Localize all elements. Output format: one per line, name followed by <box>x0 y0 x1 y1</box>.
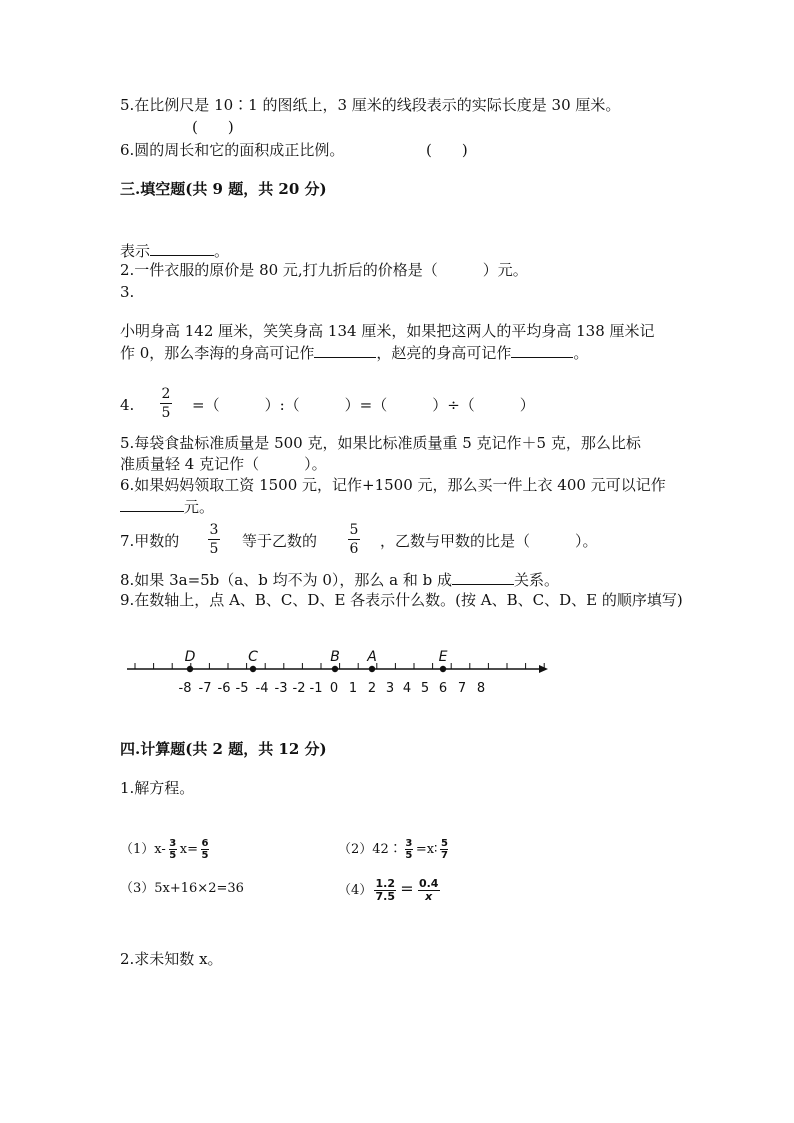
fill-q3-text-a: 作 0，那么李海的身高可记作 <box>120 344 315 362</box>
number-line-tick-label: 0 <box>329 681 339 696</box>
number-line <box>127 649 548 696</box>
equation-4-part-a: （4） <box>338 883 373 898</box>
fill-q5-line1: 5.每袋食盐标准质量是 500 克，如果比标准质量重 5 克记作＋5 克，那么比标 <box>120 434 641 452</box>
equation-1-part-b: x= <box>179 842 199 857</box>
fill-q6-suffix: 元。 <box>184 498 215 516</box>
equation-2-fraction-2: $\frac{5}{7}$ <box>440 838 448 861</box>
number-line-arrow <box>539 665 548 673</box>
number-line-point-label: A <box>367 649 377 665</box>
fill-q8-suffix: 关系。 <box>514 571 560 589</box>
fill-q8-prefix: 8.如果 3a=5b（a、b 均不为 0），那么 a 和 b 成 <box>120 571 453 589</box>
judge-q5-answer-paren[interactable]: ( ) <box>192 118 234 136</box>
number-line-tick-label: 2 <box>367 681 377 696</box>
fill-q1-prefix: 表示 <box>120 242 151 260</box>
equation-2-fraction-1: $\frac{3}{5}$ <box>405 838 413 861</box>
section3-title: 三.填空题(共 9 题，共 20 分) <box>120 180 327 198</box>
fill-q9-text: 9.在数轴上，点 A、B、C、D、E 各表示什么数。(按 A、B、C、D、E 的顺序填写) <box>120 591 683 609</box>
number-line-tick-label: -3 <box>274 681 288 696</box>
number-line-tick-label: 7 <box>457 681 467 696</box>
number-line-tick-label: 8 <box>476 681 486 696</box>
judge-q6-answer-paren[interactable]: ( ) <box>426 141 468 159</box>
fill-q1-suffix: 。 <box>214 242 230 260</box>
equation-4-fraction-2: $\frac{0.4}{x}$ <box>418 877 439 903</box>
number-line-point-label: D <box>184 649 196 665</box>
number-line-tick-label: -7 <box>198 681 212 696</box>
fraction-denominator: 5 <box>209 541 219 557</box>
equation-3: （3）5x+16×2=36 <box>120 881 244 896</box>
judge-q5-text: 5.在比例尺是 10∶1 的图纸上，3 厘米的线段表示的实际长度是 30 厘米。 <box>120 96 621 114</box>
number-line-tick-label: -5 <box>235 681 249 696</box>
fraction-numerator: 3 <box>209 522 219 538</box>
number-line-point <box>332 666 338 672</box>
equation-2-part-b: =x∶ <box>415 842 438 857</box>
fill-q5-line2: 准质量轻 4 克记作（ ）。 <box>120 455 327 473</box>
section4-title: 四.计算题(共 2 题，共 12 分) <box>120 740 327 758</box>
number-line-tick-label: 4 <box>402 681 412 696</box>
equation-2-part-a: （2）42∶ <box>338 842 402 857</box>
equation-4-fraction-1: $\frac{1.2}{7.5}$ <box>375 877 396 903</box>
calc-q1-text: 1.解方程。 <box>120 779 195 797</box>
fraction-numerator: 2 <box>161 386 171 402</box>
judge-q6-text: 6.圆的周长和它的面积成正比例。 <box>120 141 345 159</box>
number-line-tick-label: 6 <box>438 681 448 696</box>
fill-q7-suffix: ，乙数与甲数的比是（ ）。 <box>380 532 598 550</box>
number-line-point <box>369 666 375 672</box>
number-line-point-label: B <box>330 649 340 665</box>
fill-q4-expression[interactable]: =（ ）:（ ）=（ ）÷（ ） <box>192 396 535 414</box>
number-line-tick-label: -4 <box>255 681 269 696</box>
number-line-point <box>250 666 256 672</box>
number-line-point <box>187 666 193 672</box>
fill-q6-line1: 6.如果妈妈领取工资 1500 元，记作+1500 元，那么买一件上衣 400 元可以记作 <box>120 476 666 494</box>
number-line-tick-label: 3 <box>385 681 395 696</box>
number-line-point-label: C <box>248 649 258 665</box>
number-line-point <box>440 666 446 672</box>
number-line-tick-label: 1 <box>348 681 358 696</box>
number-line-tick-label: -6 <box>217 681 231 696</box>
fill-q7-prefix: 7.甲数的 <box>120 532 180 550</box>
equation-4-equals: = <box>400 879 414 898</box>
calc-q2-text: 2.求未知数 x。 <box>120 950 223 968</box>
equation-1 <box>120 838 212 861</box>
fill-q3-number: 3. <box>120 283 135 301</box>
number-line-tick-label: -1 <box>309 681 323 696</box>
fill-q3-text-c: 。 <box>573 344 589 362</box>
fill-q3-text-b: ，赵亮的身高可记作 <box>376 344 512 362</box>
fill-q4-number: 4. <box>120 396 135 414</box>
fraction-denominator: 5 <box>161 405 171 421</box>
fill-q7-middle: 等于乙数的 <box>242 532 318 550</box>
equation-1-fraction-2: $\frac{6}{5}$ <box>201 838 209 861</box>
equation-1-fraction-1: $\frac{3}{5}$ <box>169 838 177 861</box>
equation-2 <box>338 838 451 861</box>
fraction-denominator: 6 <box>349 541 359 557</box>
number-line-tick-label: -8 <box>178 681 192 696</box>
fill-q2-text: 2.一件衣服的原价是 80 元,打九折后的价格是（ ）元。 <box>120 261 528 279</box>
equation-1-part-a: （1）x- <box>120 842 166 857</box>
number-line-tick-label: -2 <box>292 681 306 696</box>
number-line-point-label: E <box>438 649 448 665</box>
number-line-tick-label: 5 <box>420 681 430 696</box>
fraction-numerator: 5 <box>349 522 359 538</box>
equation-4 <box>338 878 442 903</box>
fill-q3-line1: 小明身高 142 厘米，笑笑身高 134 厘米，如果把这两人的平均身高 138 厘米记 <box>120 322 655 340</box>
